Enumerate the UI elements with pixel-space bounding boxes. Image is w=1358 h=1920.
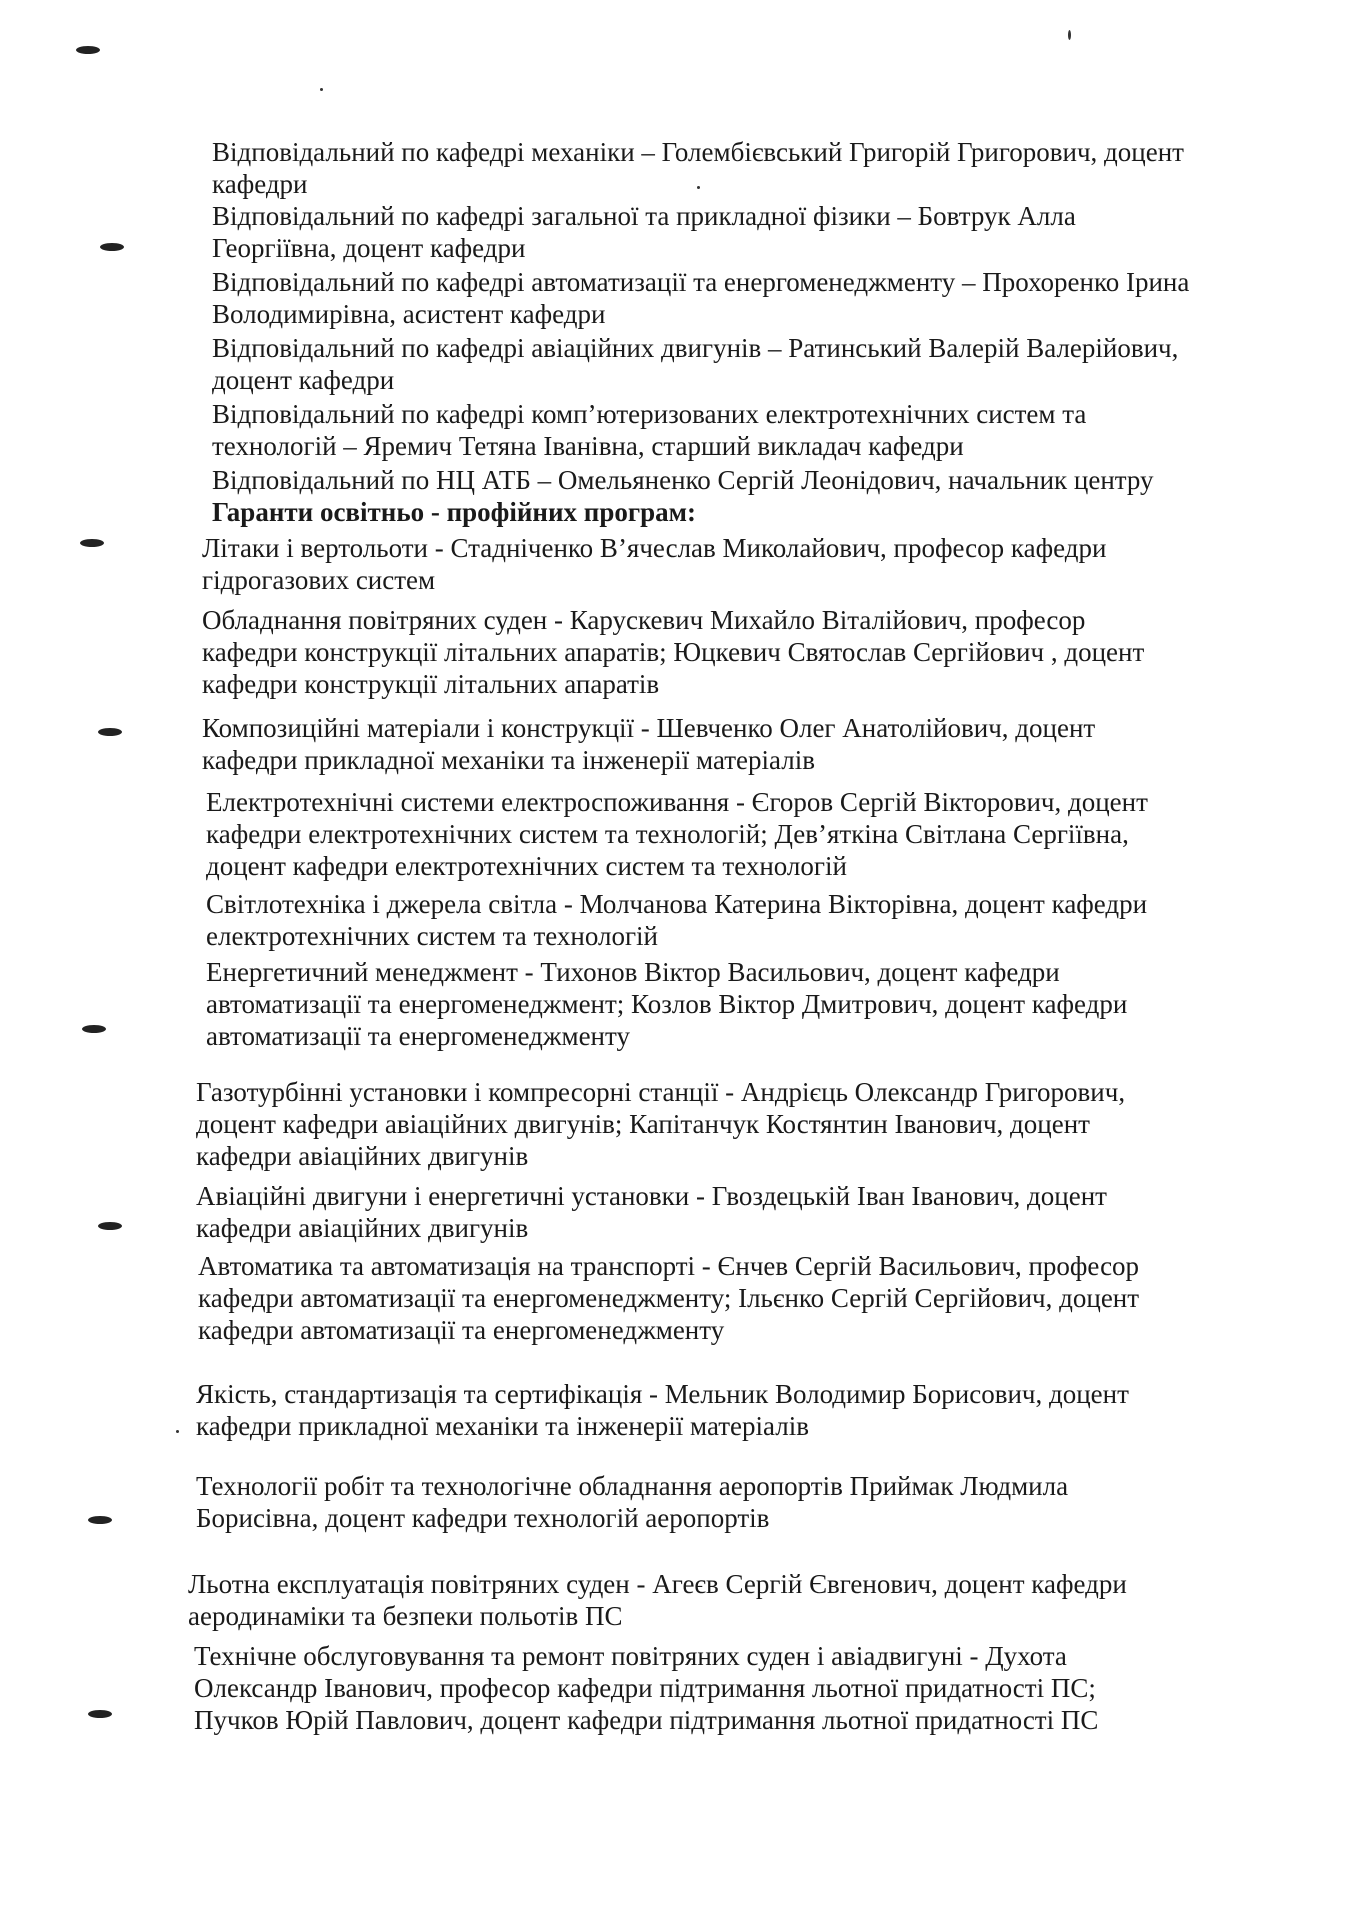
punch-mark — [88, 1710, 112, 1718]
entry-line: Композиційні матеріали і конструкції - Шевченко Олег Анатолійович, доцент — [202, 713, 1096, 743]
entry-line: Пучков Юрій Павлович, доцент кафедри підтримання льотної придатності ПС — [194, 1705, 1099, 1735]
entry-line: доцент кафедри — [212, 365, 395, 395]
responsible-entry — [212, 266, 1189, 330]
entry-line: Енергетичний менеджмент - Тихонов Віктор Васильович, доцент кафедри — [206, 957, 1060, 987]
entry-line: Літаки і вертольоти - Стадніченко В’ячеслав Миколайович, професор кафедри — [202, 533, 1107, 563]
entry-line: Технології робіт та технологічне обладнання аеропортів Приймак Людмила — [196, 1471, 1069, 1501]
program-entry — [206, 786, 1148, 882]
entry-line: технологій – Яремич Тетяна Іванівна, старший викладач кафедри — [212, 431, 964, 461]
program-entry — [188, 1568, 1127, 1632]
scan-speck — [176, 1430, 179, 1433]
entry-line: Електротехнічні системи електроспоживання - Єгоров Сергій Вікторович, доцент — [206, 787, 1148, 817]
entry-line: Олександр Іванович, професор кафедри підтримання льотної придатності ПС; — [194, 1673, 1096, 1703]
entry-line: Георгіївна, доцент кафедри — [212, 233, 526, 263]
punch-mark — [82, 1025, 106, 1033]
responsible-entry — [212, 332, 1178, 396]
program-entry — [196, 1378, 1129, 1442]
entry-line: кафедри автоматизації та енергоменеджменту — [198, 1315, 725, 1345]
program-entry — [202, 532, 1106, 596]
responsible-entry — [212, 398, 1086, 462]
entry-line: кафедри прикладної механіки та інженерії матеріалів — [202, 745, 815, 775]
entry-line: кафедри авіаційних двигунів — [196, 1141, 529, 1171]
punch-mark — [98, 728, 122, 736]
entry-line: доцент кафедри електротехнічних систем та технологій — [206, 851, 847, 881]
program-entry — [198, 1250, 1139, 1346]
entry-line: кафедри прикладної механіки та інженерії матеріалів — [196, 1411, 809, 1441]
entry-line: Відповідальний по кафедрі механіки – Голембієвський Григорій Григорович, доцент — [212, 137, 1184, 167]
entry-line: гідрогазових систем — [202, 565, 436, 595]
entry-line: Світлотехніка і джерела світла - Молчанова Катерина Вікторівна, доцент кафедри — [206, 889, 1148, 919]
entry-line: кафедри конструкції літальних апаратів — [202, 669, 660, 699]
responsible-entry — [212, 464, 1154, 496]
program-entry — [206, 888, 1147, 952]
punch-mark — [88, 1516, 112, 1524]
entry-line: Відповідальний по НЦ АТБ – Омельяненко Сергій Леонідович, начальник центру — [212, 465, 1154, 495]
responsible-entry — [212, 136, 1184, 200]
punch-mark — [100, 243, 124, 251]
entry-line: Авіаційні двигуни і енергетичні установки - Гвоздецькій Іван Іванович, доцент — [196, 1181, 1107, 1211]
entry-line: Обладнання повітряних суден - Карускевич Михайло Віталійович, професор — [202, 605, 1086, 635]
entry-line: автоматизації та енергоменеджмент; Козлов Віктор Дмитрович, доцент кафедри — [206, 989, 1128, 1019]
entry-line: кафедри електротехнічних систем та технологій; Дев’яткіна Світлана Сергіївна, — [206, 819, 1129, 849]
entry-line: Газотурбінні установки і компресорні станції - Андрієць Олександр Григорович, — [196, 1077, 1126, 1107]
program-entry — [202, 604, 1144, 700]
entry-line: Борисівна, доцент кафедри технологій аеропортів — [196, 1503, 770, 1533]
entry-line: Відповідальний по кафедрі авіаційних двигунів – Ратинський Валерій Валерійович, — [212, 333, 1179, 363]
entry-line: Автоматика та автоматизація на транспорті - Єнчев Сергій Васильович, професор — [198, 1251, 1140, 1281]
entry-line: аеродинаміки та безпеки польотів ПС — [188, 1601, 623, 1631]
scan-speck — [1068, 30, 1071, 40]
program-entry — [194, 1640, 1098, 1736]
entry-line: кафедри — [212, 169, 308, 199]
entry-line: Льотна експлуатація повітряних суден - Агеєв Сергій Євгенович, доцент кафедри — [188, 1569, 1127, 1599]
entry-line: електротехнічних систем та технологій — [206, 921, 658, 951]
punch-mark — [76, 46, 100, 54]
entry-line: автоматизації та енергоменеджменту — [206, 1021, 630, 1051]
entry-line: Володимирівна, асистент кафедри — [212, 299, 606, 329]
program-entry — [206, 956, 1127, 1052]
scan-speck — [320, 88, 323, 91]
punch-mark — [98, 1222, 122, 1230]
entry-line: кафедри авіаційних двигунів — [196, 1213, 529, 1243]
entry-line: кафедри автоматизації та енергоменеджменту; Ільєнко Сергій Сергійович, доцент — [198, 1283, 1140, 1313]
program-entry — [202, 712, 1095, 776]
program-entry — [196, 1076, 1125, 1172]
entry-line: Технічне обслуговування та ремонт повітряних суден і авіадвигуні - Духота — [194, 1641, 1067, 1671]
entry-line: Відповідальний по кафедрі загальної та прикладної фізики – Бовтрук Алла — [212, 201, 1076, 231]
entry-line: кафедри конструкції літальних апаратів; Юцкевич Святослав Сергійович , доцент — [202, 637, 1145, 667]
punch-mark — [80, 539, 104, 547]
entry-line: Відповідальний по кафедрі автоматизації та енергоменеджменту – Прохоренко Ірина — [212, 267, 1190, 297]
entry-line: Якість, стандартизація та сертифікація - Мельник Володимир Борисович, доцент — [196, 1379, 1129, 1409]
responsible-entry — [212, 200, 1076, 264]
program-entry — [196, 1470, 1068, 1534]
program-entry — [196, 1180, 1107, 1244]
guarantors-heading: Гаранти освітньо - профійних програм: — [212, 497, 697, 527]
entry-line: доцент кафедри авіаційних двигунів; Капітанчук Костянтин Іванович, доцент — [196, 1109, 1090, 1139]
entry-line: Відповідальний по кафедрі комп’ютеризованих електротехнічних систем та — [212, 399, 1087, 429]
